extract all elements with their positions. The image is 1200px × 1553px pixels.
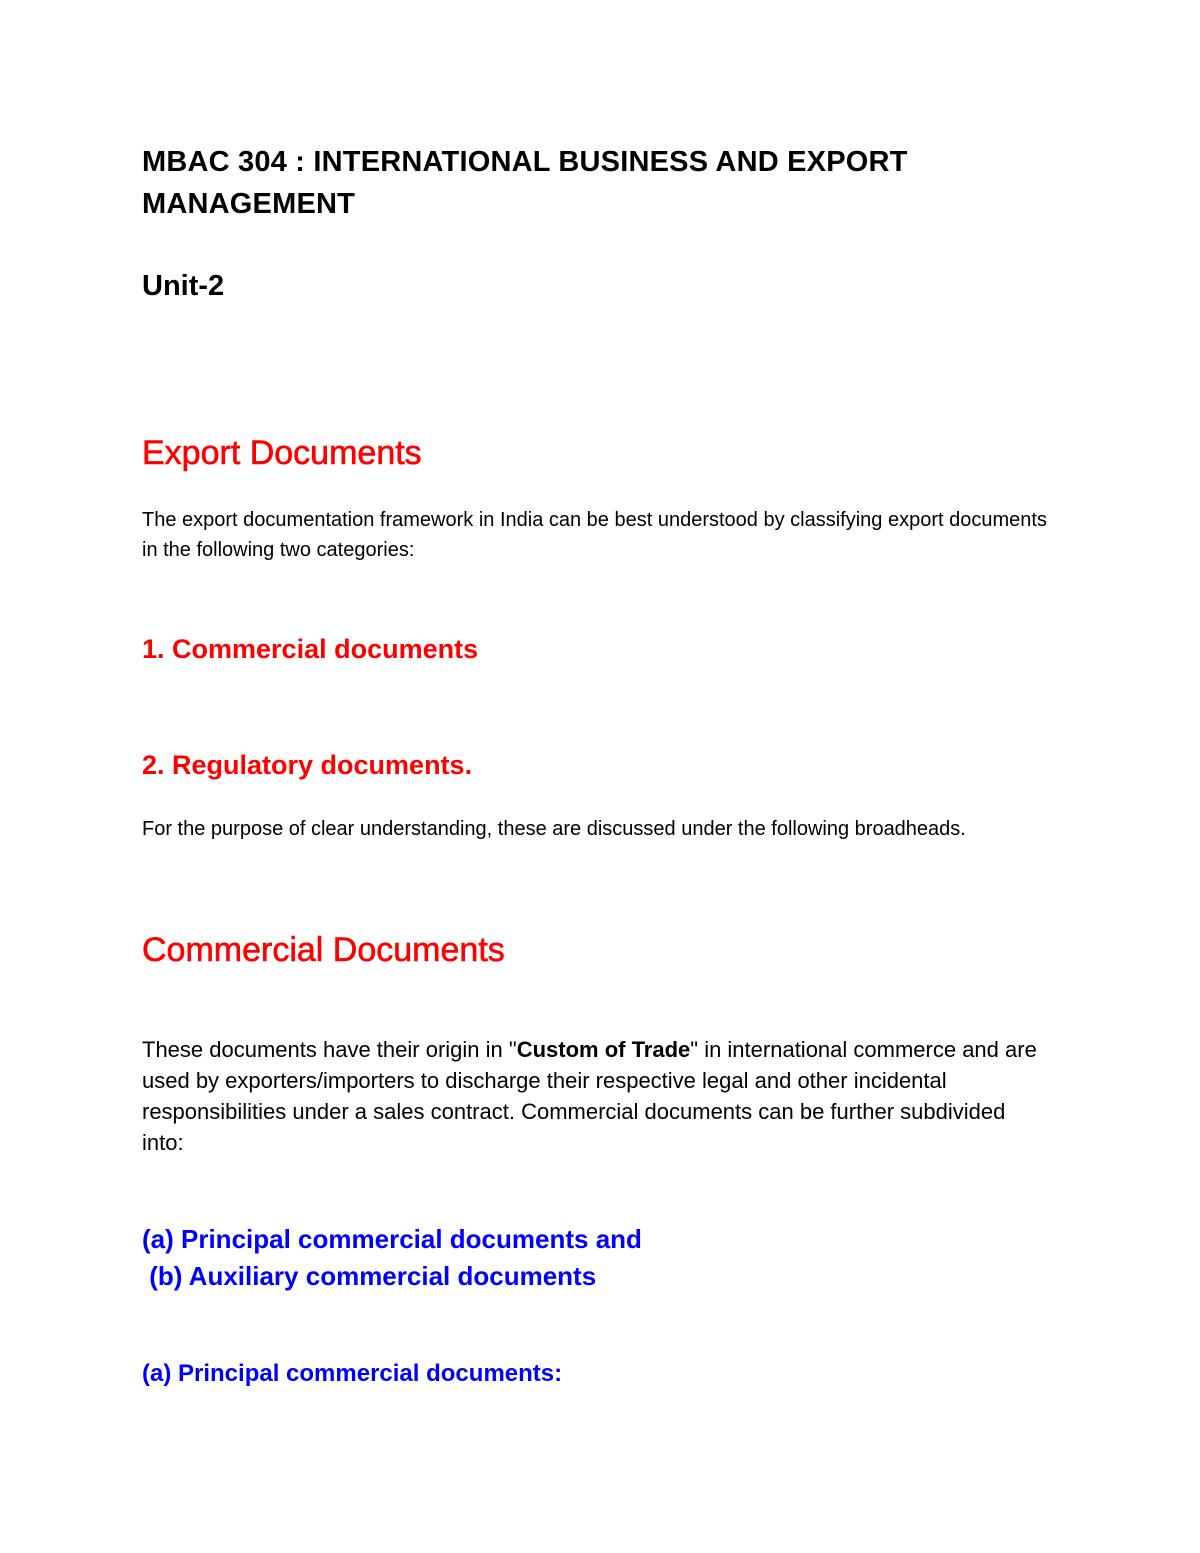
commercial-documents-heading: Commercial Documents — [142, 931, 505, 969]
course-title: MBAC 304 : INTERNATIONAL BUSINESS AND EXPORT MANAGEMENT — [142, 146, 908, 220]
category-commercial: 1. Commercial documents — [142, 634, 479, 664]
purpose-paragraph: For the purpose of clear understanding, these are discussed under the following broadheads. — [142, 818, 966, 840]
commercial-para-part2: " in international commerce and are — [690, 1037, 1037, 1062]
unit-label: Unit-2 — [142, 270, 225, 302]
commercial-paragraph-line-1 — [142, 1034, 1102, 1065]
export-documents-heading: Export Documents — [142, 434, 422, 472]
category-regulatory: 2. Regulatory documents. — [142, 750, 473, 780]
commercial-para-part1: These documents have their origin in " — [142, 1037, 517, 1062]
subdivision-b: (b) Auxiliary commercial documents — [142, 1261, 597, 1291]
intro-paragraph: The export documentation framework in India can be best understood by classifying export documents in the following two categories: — [142, 509, 1047, 561]
subdivision-a: (a) Principal commercial documents and — [142, 1224, 642, 1254]
commercial-paragraph — [142, 1034, 1102, 1158]
principal-commercial-heading: (a) Principal commercial documents: — [142, 1360, 563, 1387]
custom-of-trade-bold: Custom of Trade — [516, 1037, 691, 1062]
commercial-paragraph-line-2: used by exporters/importers to discharge their respective legal and other incidental responsibilities under a sales contract. Commercial documents can be further subdivided into: — [142, 1068, 1006, 1155]
